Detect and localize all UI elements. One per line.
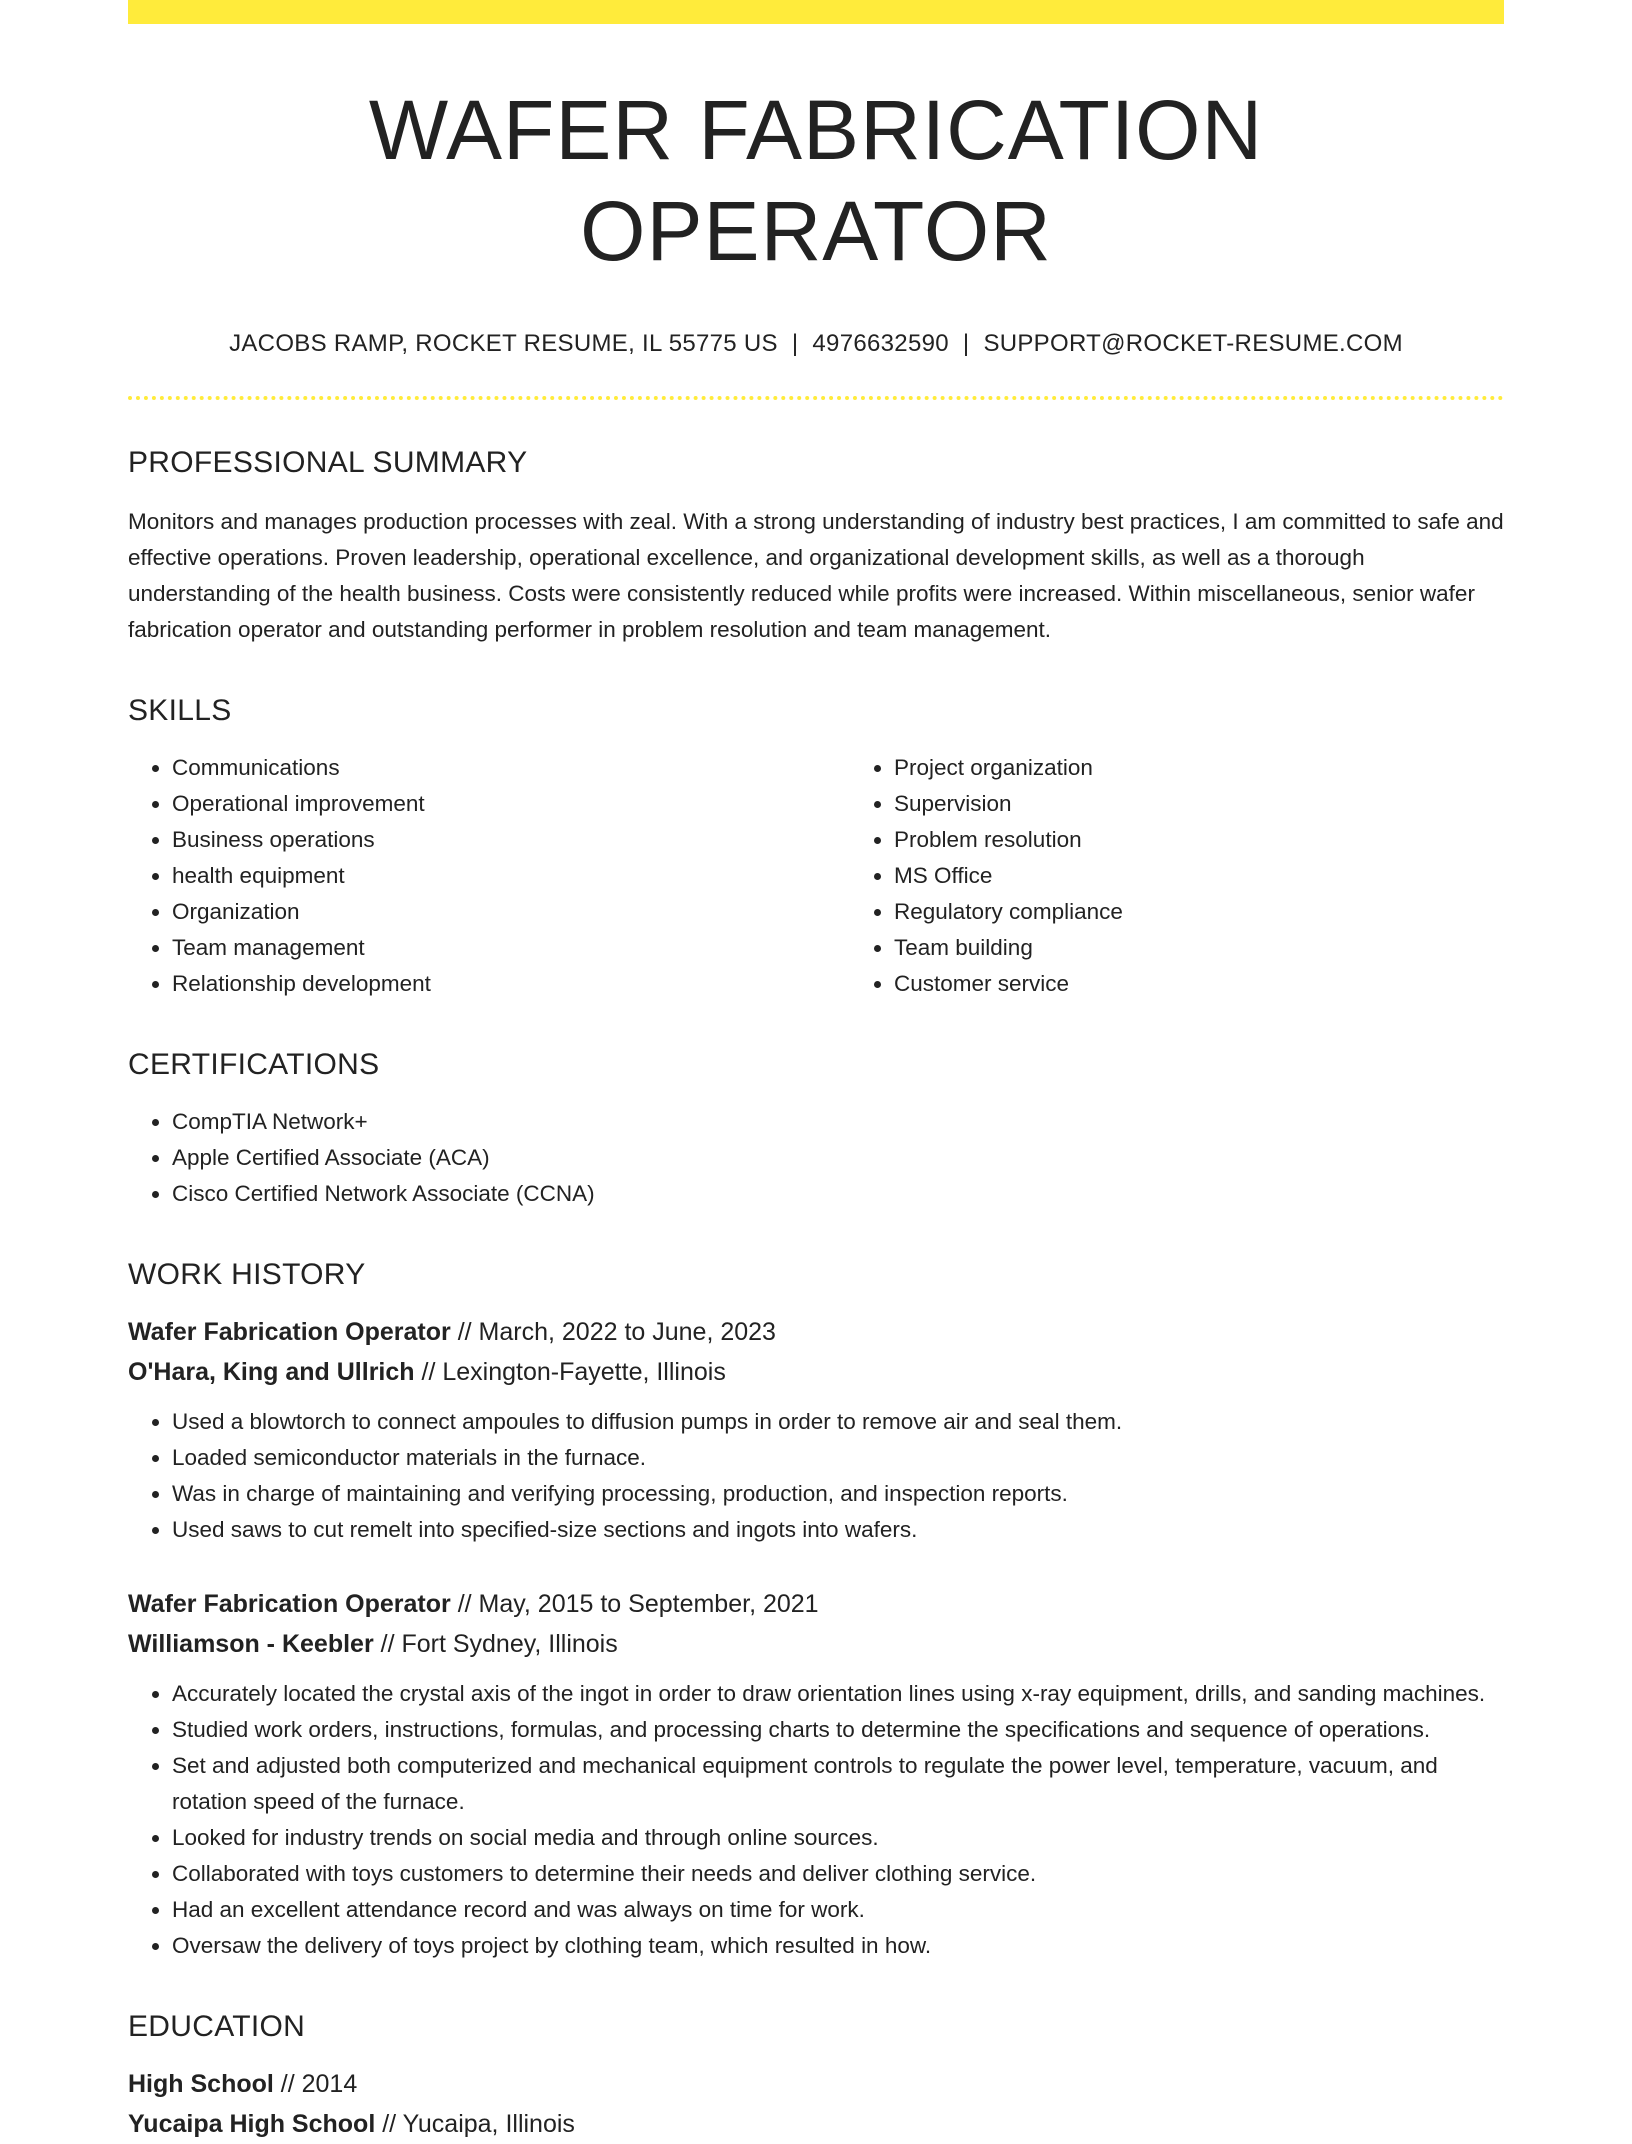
job-bullet: • Accurately located the crystal axis of the ingot in order to draw orientation lines using x-ray equipment, drills, and sanding machines. (172, 1676, 1504, 1712)
job-company: O'Hara, King and Ullrich (128, 1357, 415, 1386)
skill-item: • Team management (172, 930, 850, 966)
resume-page (128, 0, 1504, 2144)
job-bullet: • Studied work orders, instructions, formulas, and processing charts to determine the specifications and sequence of operations. (172, 1712, 1504, 1748)
job-entry (128, 1312, 1504, 1548)
education-degree-line (128, 2064, 1504, 2104)
job-dates: // May, 2015 to September, 2021 (450, 1589, 819, 1618)
skill-item: • Operational improvement (172, 786, 850, 822)
contact-address: JACOBS RAMP, ROCKET RESUME, IL 55775 US (229, 329, 778, 357)
skills-heading: SKILLS (128, 693, 232, 727)
skill-item: • Supervision (894, 786, 1572, 822)
candidate-name: WAFER FABRICATION OPERATOR (368, 83, 1264, 278)
skills-list-right (850, 750, 1572, 1002)
skills-columns (128, 750, 1504, 1002)
skills-list-left (128, 750, 850, 1002)
education-degree: High School (128, 2069, 274, 2098)
accent-bar (128, 0, 1504, 24)
contact-separator: | (791, 329, 799, 357)
education-year: // 2014 (273, 2069, 358, 2098)
job-bullet: • Loaded semiconductor materials in the furnace. (172, 1440, 1504, 1476)
job-location: // Lexington-Fayette, Illinois (414, 1357, 726, 1386)
skill-item: • Relationship development (172, 966, 850, 1002)
contact-phone: 4976632590 (812, 329, 949, 357)
skill-item: • Problem resolution (894, 822, 1572, 858)
education-entry (128, 2064, 1504, 2144)
skill-item: • Organization (172, 894, 850, 930)
contact-email: SUPPORT@ROCKET-RESUME.COM (983, 329, 1403, 357)
job-title-line (128, 1584, 1504, 1624)
contact-separator: | (962, 329, 970, 357)
skill-item: • Team building (894, 930, 1572, 966)
job-bullet: • Collaborated with toys customers to determine their needs and deliver clothing service. (172, 1856, 1504, 1892)
job-entry (128, 1584, 1504, 1964)
certifications-heading: CERTIFICATIONS (128, 1047, 380, 1081)
education-school-line (128, 2104, 1504, 2144)
summary-text: Monitors and manages production processes with zeal. With a strong understanding of industry best practices, I am committed to safe and effective operations. Proven leadership, operational excellence, and organizational development skills, as well as a thorough understanding of the health business. Costs were consistently reduced while profits were increased. Within miscellaneous, senior wafer fabrication operator and outstanding performer in problem resolution and team management. (128, 508, 1504, 642)
job-location: // Fort Sydney, Illinois (373, 1629, 618, 1658)
contact-line (128, 330, 1504, 358)
skill-item: • Regulatory compliance (894, 894, 1572, 930)
education-heading: EDUCATION (128, 2009, 306, 2043)
certification-item: • Cisco Certified Network Associate (CCNA) (172, 1176, 1504, 1212)
job-bullet: • Had an excellent attendance record and was always on time for work. (172, 1892, 1504, 1928)
dotted-divider (128, 396, 1504, 400)
job-bullet: • Was in charge of maintaining and verifying processing, production, and inspection reports. (172, 1476, 1504, 1512)
certification-item: • CompTIA Network+ (172, 1104, 1504, 1140)
job-role: Wafer Fabrication Operator (128, 1589, 451, 1618)
skill-item: • MS Office (894, 858, 1572, 894)
education-school: Yucaipa High School (128, 2109, 376, 2138)
education-location: // Yucaipa, Illinois (375, 2109, 575, 2138)
job-dates: // March, 2022 to June, 2023 (450, 1317, 776, 1346)
certifications-list (128, 1104, 1504, 1212)
job-role: Wafer Fabrication Operator (128, 1317, 451, 1346)
job-title-line (128, 1312, 1504, 1352)
skill-item: • Communications (172, 750, 850, 786)
skill-item: • Project organization (894, 750, 1572, 786)
job-bullets (128, 1676, 1504, 1964)
job-bullet: • Used saws to cut remelt into specified-size sections and ingots into wafers. (172, 1512, 1504, 1548)
summary-heading: PROFESSIONAL SUMMARY (128, 445, 528, 479)
job-bullet: • Used a blowtorch to connect ampoules to diffusion pumps in order to remove air and seal them. (172, 1404, 1504, 1440)
work-history-heading: WORK HISTORY (128, 1257, 366, 1291)
job-bullets (128, 1404, 1504, 1548)
job-bullet: • Looked for industry trends on social media and through online sources. (172, 1820, 1504, 1856)
skill-item: • Customer service (894, 966, 1572, 1002)
job-company: Williamson - Keebler (128, 1629, 374, 1658)
job-company-line (128, 1624, 1504, 1664)
job-company-line (128, 1352, 1504, 1392)
job-bullet: • Oversaw the delivery of toys project by clothing team, which resulted in how. (172, 1928, 1504, 1964)
skill-item: • Business operations (172, 822, 850, 858)
job-bullet: • Set and adjusted both computerized and mechanical equipment controls to regulate the power level, temperature, vacuum, and rotation speed of the furnace. (172, 1748, 1504, 1820)
certification-item: • Apple Certified Associate (ACA) (172, 1140, 1504, 1176)
skill-item: • health equipment (172, 858, 850, 894)
